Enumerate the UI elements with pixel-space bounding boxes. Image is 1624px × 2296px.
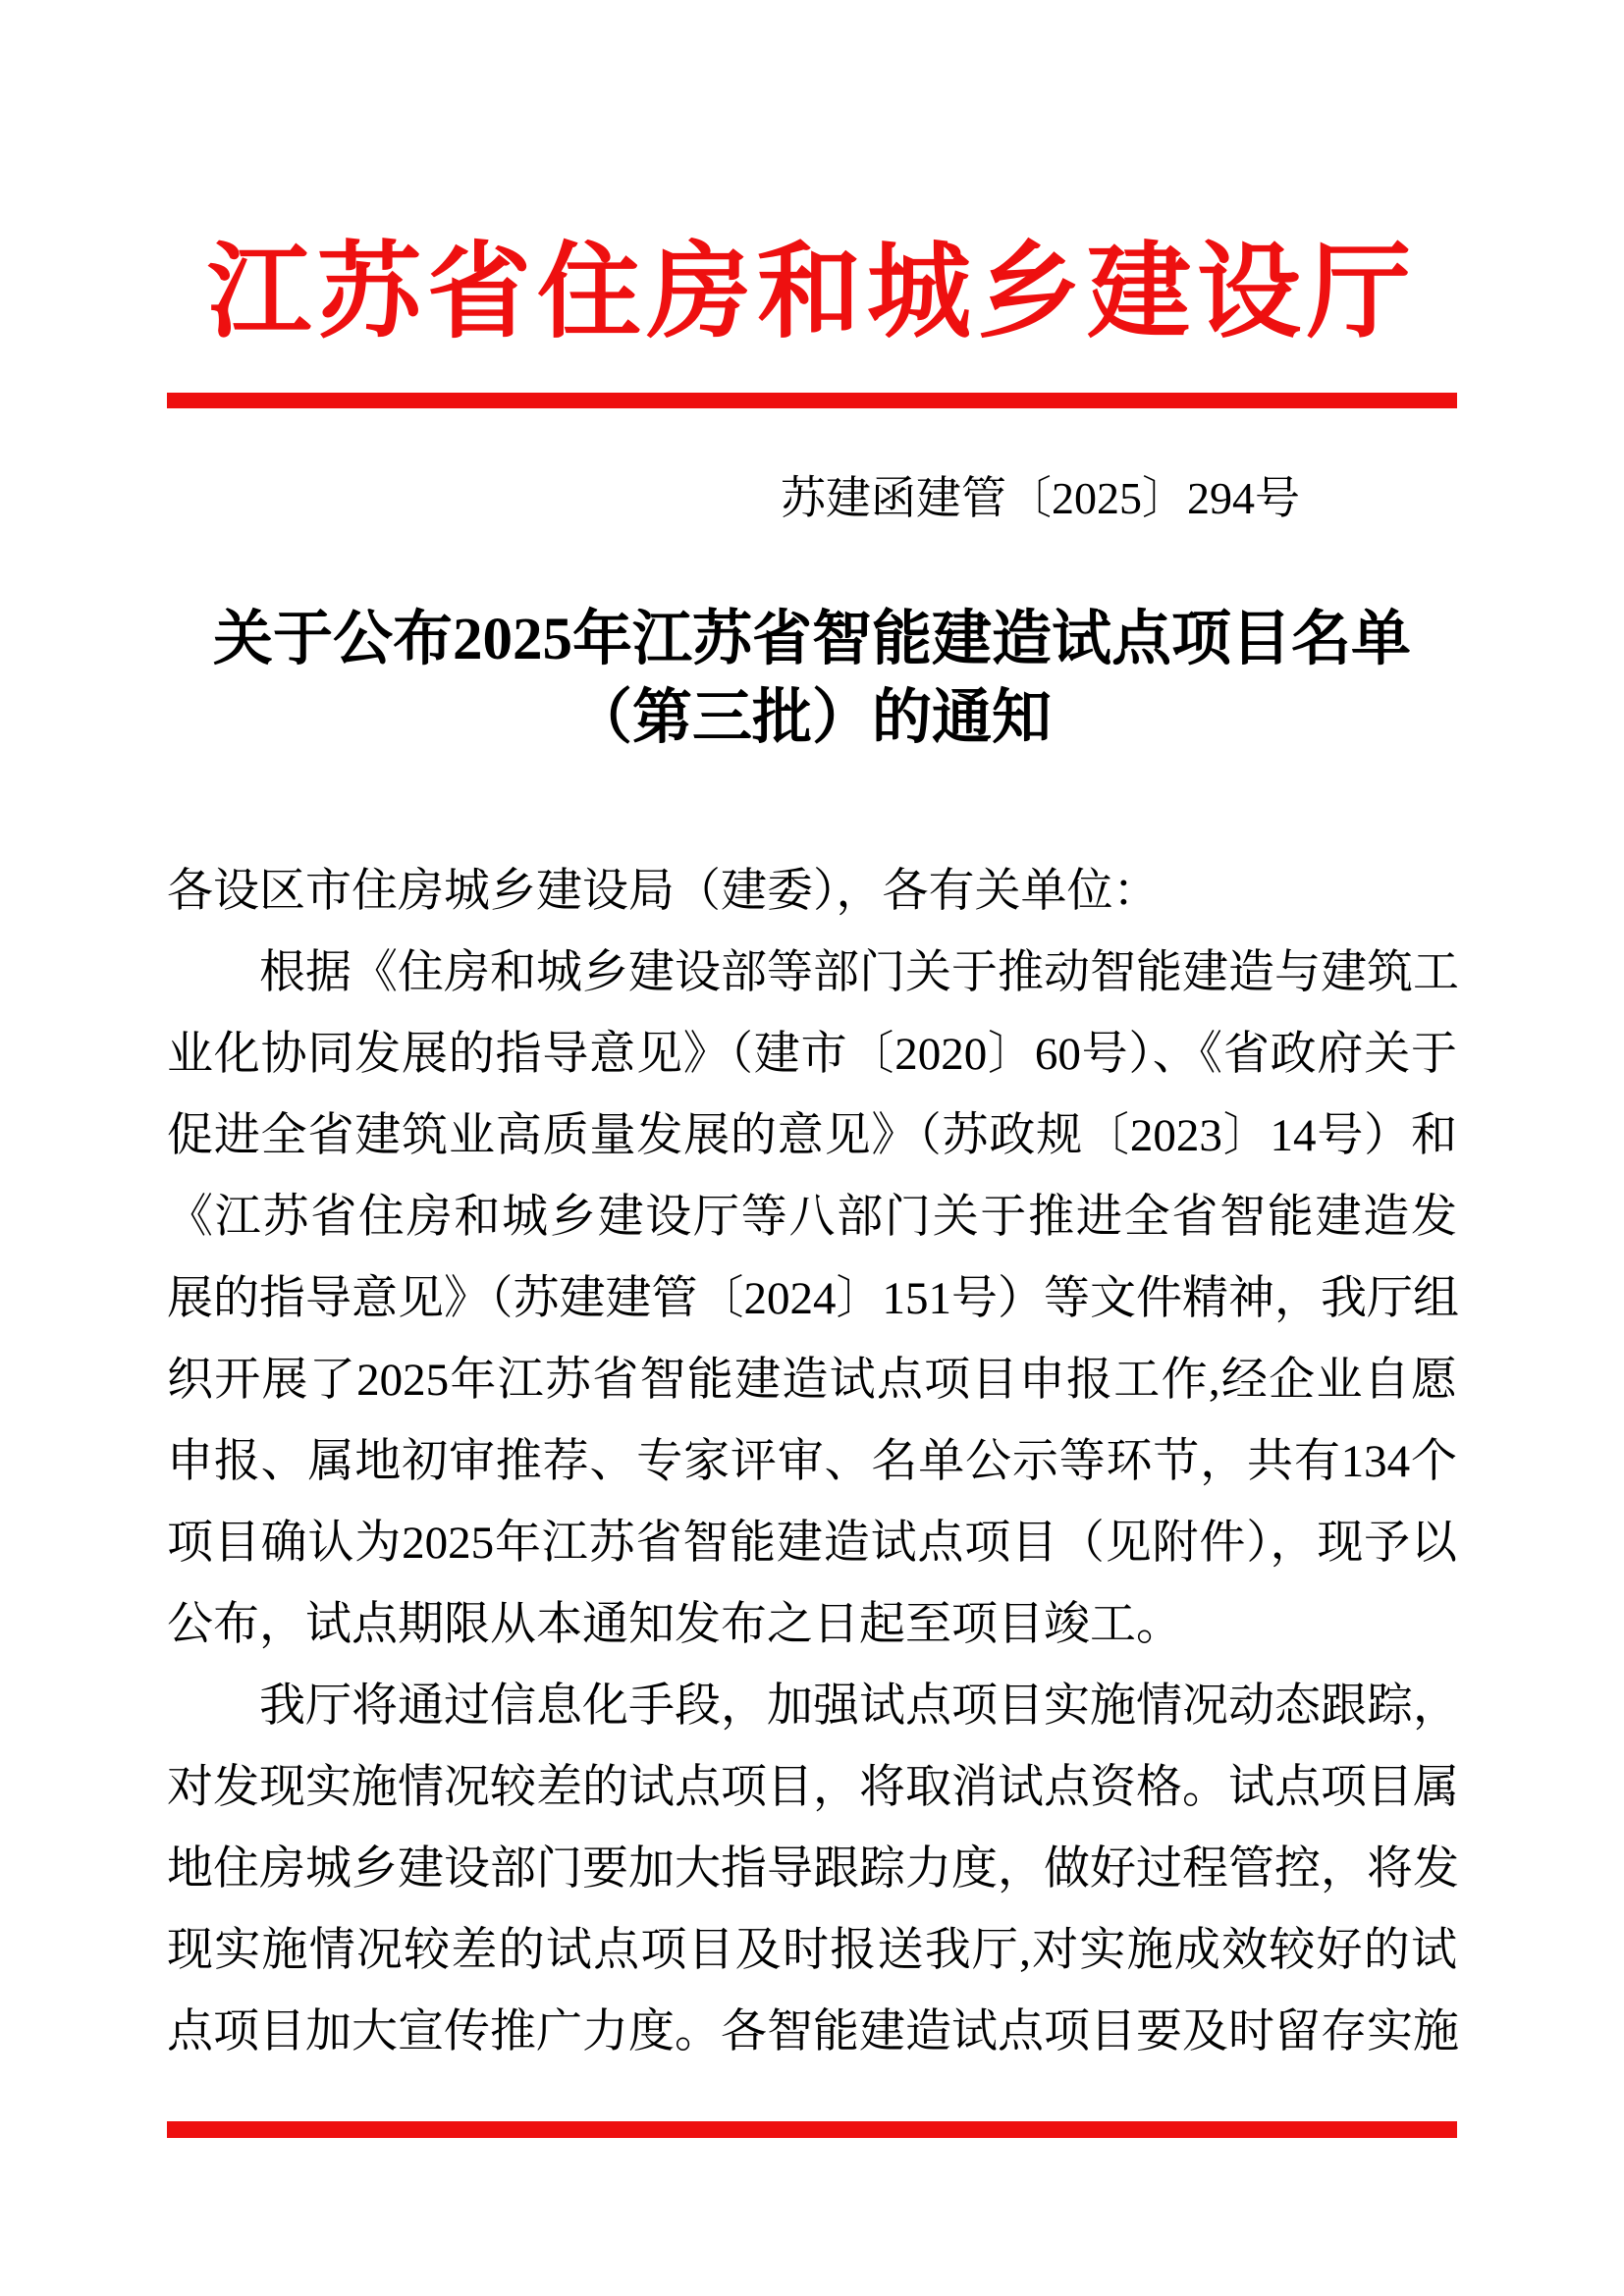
notice-title-line1: 关于公布2025年江苏省智能建造试点项目名单 bbox=[212, 607, 1411, 673]
header-divider bbox=[167, 393, 1457, 408]
document-number: 苏建函建管〔2025〕294号 bbox=[781, 473, 1300, 524]
notice-title bbox=[167, 601, 1457, 758]
notice-title-line2: （第三批）的通知 bbox=[571, 685, 1052, 752]
body-line: 展的指导意见》（苏建建管〔2024〕151号）等文件精神，我厅组 bbox=[167, 1273, 1459, 1325]
body-line: 织开展了2025年江苏省智能建造试点项目申报工作,经企业自愿 bbox=[167, 1355, 1457, 1407]
body-line: 根据《住房和城乡建设部等部门关于推动智能建造与建筑工 bbox=[259, 947, 1459, 999]
document-content bbox=[167, 0, 1457, 2138]
agency-letterhead: 江苏省住房和城乡建设厅 bbox=[207, 236, 1417, 350]
body-line: 现实施情况较差的试点项目及时报送我厅,对实施成效较好的试 bbox=[167, 1925, 1457, 1977]
body-line: 我厅将通过信息化手段，加强试点项目实施情况动态跟踪， bbox=[259, 1681, 1459, 1733]
salutation-line: 各设区市住房城乡建设局（建委），各有关单位： bbox=[167, 866, 1160, 918]
body-line: 点项目加大宣传推广力度。各智能建造试点项目要及时留存实施 bbox=[167, 2006, 1459, 2058]
body-line: 项目确认为2025年江苏省智能建造试点项目（见附件），现予以 bbox=[167, 1518, 1457, 1570]
notice-body bbox=[167, 851, 1457, 2073]
body-line: 业化协同发展的指导意见》（建市〔2020〕60号）、《省政府关于 bbox=[167, 1029, 1457, 1081]
body-line: 促进全省建筑业高质量发展的意见》（苏政规〔2023〕14号）和 bbox=[167, 1110, 1457, 1162]
body-line: 申报、属地初审推荐、专家评审、名单公示等环节，共有134个 bbox=[167, 1436, 1457, 1488]
body-line: 对发现实施情况较差的试点项目，将取消试点资格。试点项目属 bbox=[167, 1762, 1459, 1814]
body-line: 地住房城乡建设部门要加大指导跟踪力度，做好过程管控，将发 bbox=[167, 1843, 1459, 1896]
body-line: 《江苏省住房和城乡建设厅等八部门关于推进全省智能建造发 bbox=[167, 1192, 1457, 1244]
footer-divider bbox=[167, 2121, 1457, 2138]
body-line: 公布，试点期限从本通知发布之日起至项目竣工。 bbox=[167, 1599, 1182, 1651]
